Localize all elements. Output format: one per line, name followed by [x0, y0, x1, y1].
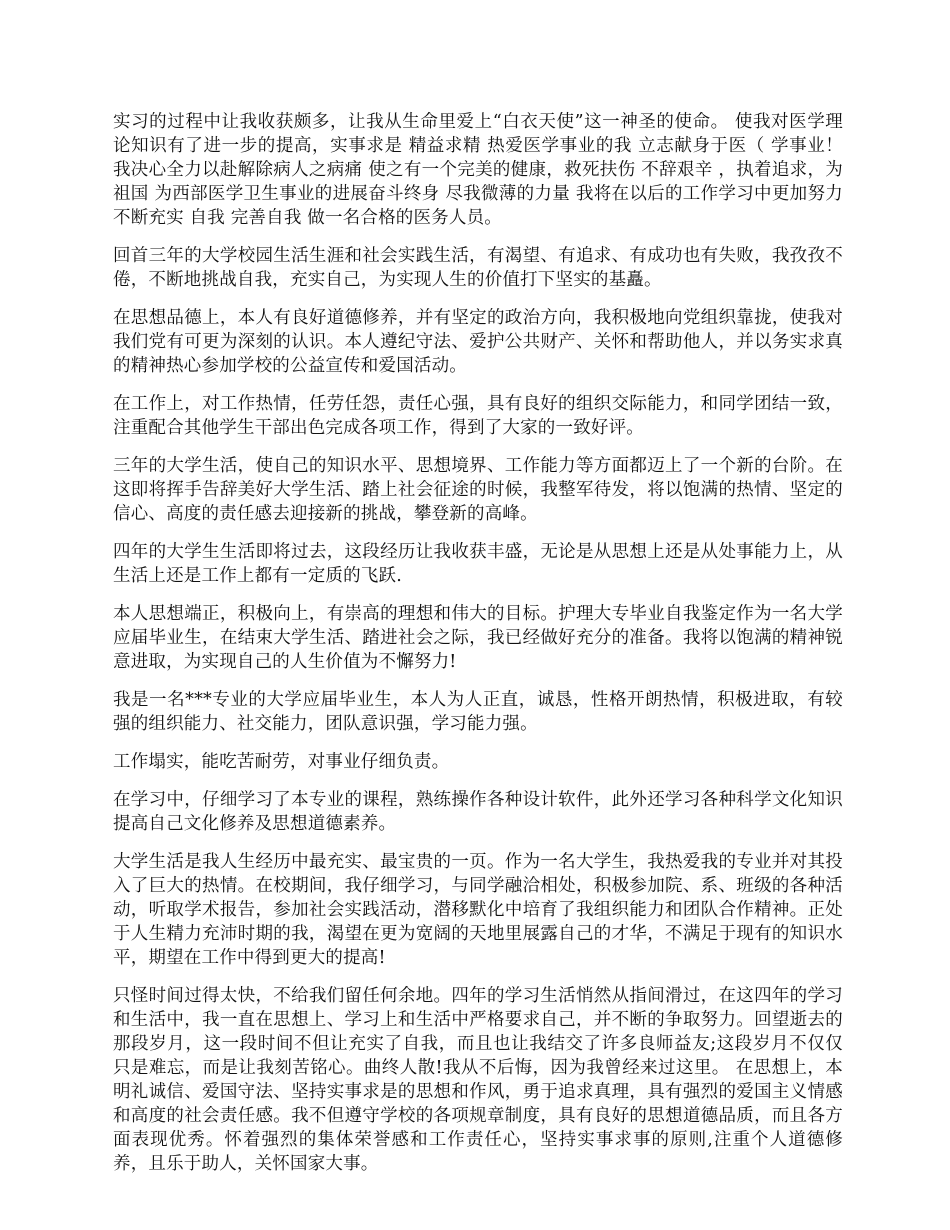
paragraph-4: 在工作上，对工作热情，任劳任怨，责任心强，具有良好的组织交际能力，和同学团结一致，注重配合其他学生干部出色完成各项工作，得到了大家的一致好评。	[113, 394, 843, 438]
paragraph-11: 大学生活是我人生经历中最充实、最宝贵的一页。作为一名大学生，我热爱我的专业并对其投入了巨大的热情。在校期间，我仔细学习，与同学融洽相处，积极参加院、系、班级的各种活动，听取学术报告，参加社会实践活动，潜移默化中培育了我组织能力和团队合作精神。正处于人生精力充沛时期的我，渴望在更为宽阔的天地里展露自己的才华，不满足于现有的知识水平，期望在工作中得到更大的提高!	[113, 852, 843, 968]
paragraph-10: 在学习中，仔细学习了本专业的课程，熟练操作各种设计软件，此外还学习各种科学文化知识提高自己文化修养及思想道德素养。	[113, 790, 843, 834]
paragraph-9: 工作塌实，能吃苦耐劳，对事业仔细负责。	[113, 752, 450, 772]
paragraph-12: 只怪时间过得太快，不给我们留任何余地。四年的学习生活悄然从指间滑过，在这四年的学习和生活中，我一直在思想上、学习上和生活中严格要求自己，并不断的争取努力。回望逝去的那段岁月，这一段时间不但让充实了自我，而且也让我结交了许多良师益友;这段岁月不仅仅只是难忘，而是让我刻苦铭心。曲终人散!我从不后悔，因为我曾经来过这里。 在思想上，本明礼诚信、爱国守法、坚持实事求是的思想和作风，勇于追求真理，具有强烈的爱国主义情感和高度的社会责任感。我不但遵守学校的各项规章制度，具有良好的思想道德品质，而且各方面表现优秀。怀着强烈的集体荣誉感和工作责任心，坚持实事求事的原则,注重个人道德修养，且乐于助人，关怀国家大事。	[113, 986, 843, 1174]
document-page	[113, 110, 843, 1190]
paragraph-1: 实习的过程中让我收获颇多，让我从生命里爱上“白衣天使”这一神圣的使命。 使我对医学理论知识有了进一步的提高，实事求是 精益求精 热爱医学事业的我 立志献身于医（ 学事业！ 我决心全力以赴解除病人之病痛 使之有一个完美的健康，救死扶伤 不辞艰辛 ，执着追求，为祖国 为西部医学卫生事业的进展奋斗终身 尽我微薄的力量 我将在以后的工作学习中更加努力 不断充实 自我 完善自我 做一名合格的医务人员。	[113, 112, 843, 228]
paragraph-6: 四年的大学生生活即将过去，这段经历让我收获丰盛，无论是从思想上还是从处事能力上，从生活上还是工作上都有一定质的飞跃.	[113, 542, 843, 586]
paragraph-8: 我是一名***专业的大学应届毕业生，本人为人正直，诚恳，性格开朗热情，积极进取，有较强的组织能力、社交能力，团队意识强，学习能力强。	[113, 690, 843, 734]
paragraph-5: 三年的大学生活，使自己的知识水平、思想境界、工作能力等方面都迈上了一个新的台阶。在这即将挥手告辞美好大学生活、踏上社会征途的时候，我整军待发，将以饱满的热情、坚定的信心、高度的责任感去迎接新的挑战，攀登新的高峰。	[113, 456, 843, 524]
paragraph-7: 本人思想端正，积极向上，有崇高的理想和伟大的目标。护理大专毕业自我鉴定作为一名大学应届毕业生，在结束大学生活、踏进社会之际，我已经做好充分的准备。我将以饱满的精神锐意进取，为实现自己的人生价值为不懈努力!	[113, 604, 843, 672]
paragraph-3: 在思想品德上，本人有良好道德修养，并有坚定的政治方向，我积极地向党组织靠拢，使我对我们党有可更为深刻的认识。本人遵纪守法、爱护公共财产、关怀和帮助他人，并以务实求真的精神热心参加学校的公益宣传和爱国活动。	[113, 308, 843, 376]
paragraph-2: 回首三年的大学校园生活生涯和社会实践生活，有渴望、有追求、有成功也有失败，我孜孜不倦，不断地挑战自我，充实自己，为实现人生的价值打下坚实的基矗。	[113, 246, 843, 290]
